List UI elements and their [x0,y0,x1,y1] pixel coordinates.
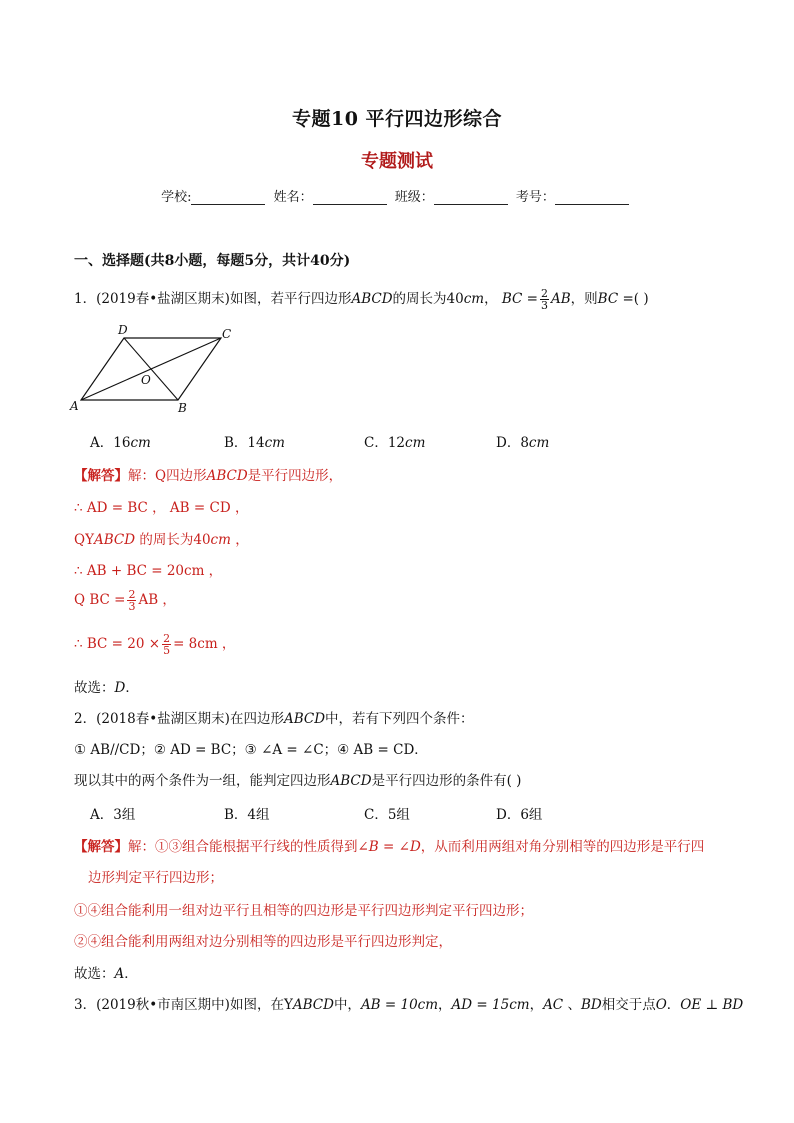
diagonal-bd [124,338,178,400]
name-label: 姓名： [273,190,313,205]
exam-number-label: 考号： [515,190,555,205]
q1-option-a[interactable]: A．16cm [90,435,151,451]
q1-option-c[interactable]: C．12cm [364,435,426,451]
q1-option-b[interactable]: B．14cm [224,435,285,451]
q2-choice: 故选：A． [74,966,138,982]
q2-option-c[interactable]: C．5组 [364,807,410,823]
q2-option-d[interactable]: D．6组 [496,807,543,823]
page-title: 专题10 平行四边形综合 [291,108,503,130]
page-subtitle: 专题测试 [361,151,433,172]
exam-number-blank[interactable] [555,190,629,205]
q2-answer-line-2: ①④组合能利用一组对边平行且相等的四边形是平行四边形判定平行四边形； [74,903,533,919]
q1-answer-line-3: QYABCD 的周长为40cm ， [74,532,249,548]
label-a: A [70,399,79,413]
q1-choice: 故选：D． [74,680,139,696]
q2-answer-line-1: 【解答】解：①③组合能根据平行线的性质得到∠B = ∠D，从而利用两组对角分别相等的四边形是平行四 [74,839,705,855]
section-heading: 一、选择题(共8小题，每题5分，共计40分) [74,253,351,269]
q1-answer-paren[interactable]: ( ) [633,291,649,307]
label-c: C [222,327,232,341]
school-blank[interactable] [191,190,265,205]
q2-conditions: ① AB//CD；② AD = BC；③ ∠A = ∠C；④ AB = CD． [74,742,428,758]
q2-answer-line-3: ②④组合能利用两组对边分别相等的四边形是平行四边形判定， [74,934,452,950]
q1-answer-line-2: ∴ AD = BC ， AB = CD ， [74,500,249,516]
answer-tag: 【解答】 [74,839,128,855]
q1-answer-line-6: ∴ BC = 20 × $\frac{2}{5}$ = 8cm ， [74,632,236,657]
q1-answer-line-4: ∴ AB + BC = 20cm ， [74,563,223,579]
q1-answer-line-1: 【解答】解：Q四边形ABCD是平行四边形， [74,468,343,484]
class-blank[interactable] [434,190,508,205]
q3-stem: 3．(2019秋•市南区期中)如图，在YABCD中，AB = 10cm，AD = 15cm，AC 、BD相交于点O．OE ⊥ BD [74,997,744,1013]
q2-stem-2: 现以其中的两个条件为一组，能判定四边形ABCD是平行四边形的条件有( ) [74,773,522,789]
class-label: 班级： [394,190,434,205]
student-info-line [0,186,794,205]
q2-option-a[interactable]: A．3组 [90,807,136,823]
name-blank[interactable] [313,190,387,205]
q1-parallelogram-figure [66,320,246,416]
q1-fraction: $\frac{2}{3}$ [541,287,548,312]
label-o: O [141,373,151,387]
q1-stem: 1．(2019春•盐湖区期末)如图，若平行四边形ABCD的周长为40cm， BC = $\frac{2}{3}$ AB，则BC =( ) [74,287,649,312]
q2-answer-line-1b: 边形判定平行四边形； [88,870,223,886]
q1-option-d[interactable]: D．8cm [496,435,550,451]
answer-tag: 【解答】 [74,468,128,484]
q1-answer-line-5: Q BC = $\frac{2}{3}$ AB ， [74,588,176,613]
q2-option-b[interactable]: B．4组 [224,807,270,823]
label-b: B [178,401,187,415]
label-d: D [118,323,128,337]
q2-stem: 2．(2018春•盐湖区期末)在四边形ABCD中，若有下列四个条件： [74,711,474,727]
school-label: 学校: [161,190,192,205]
